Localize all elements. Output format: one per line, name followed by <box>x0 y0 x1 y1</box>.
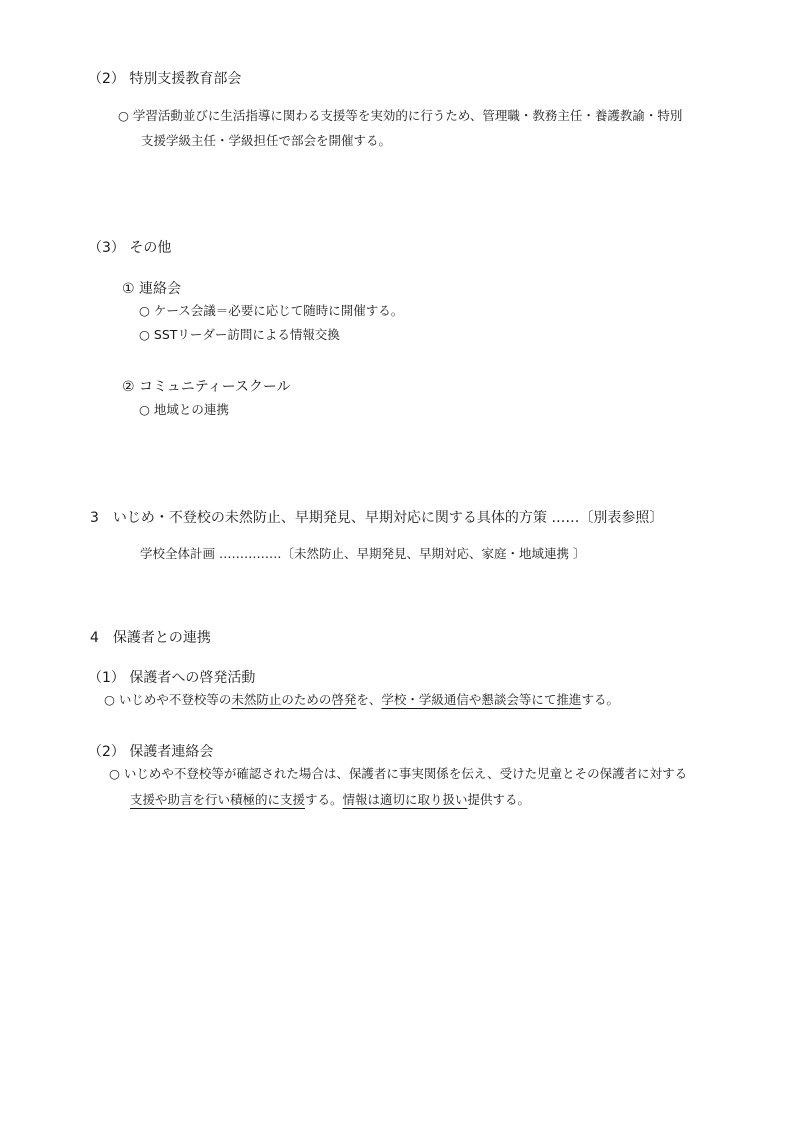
liaison-item-sst-visit: ○ SSTリーダー訪問による情報交換 <box>139 327 340 342</box>
subheading-parent-awareness: （1） 保護者への啓発活動 <box>88 670 256 686</box>
special-support-text-line2: 支援学級主任・学級担任で部会を開催する。 <box>141 133 392 148</box>
parent-liaison-text-line2 <box>130 794 530 807</box>
underlined-text-information: 情報は適切に取り扱い <box>342 792 468 807</box>
subheading-parent-liaison: （2） 保護者連絡会 <box>88 744 214 760</box>
text-segment: する。 <box>305 792 343 807</box>
text-segment: する。 <box>581 692 619 707</box>
community-item-regional-cooperation: ○ 地域との連携 <box>139 402 229 417</box>
section-heading-other: （3） その他 <box>88 240 172 256</box>
underlined-text-prevention: 未然防止のための啓発 <box>231 692 357 707</box>
text-segment: 提供する。 <box>467 792 531 807</box>
text-segment: ○ いじめや不登校等の <box>104 692 232 707</box>
special-support-text-line1: ○ 学習活動並びに生活指導に関わる支援等を実効的に行うため、管理職・教務主任・養護教諭・特別 <box>118 108 683 123</box>
section-heading-special-support: （2） 特別支援教育部会 <box>88 71 242 87</box>
subheading-community-school: ② コミュニティースクール <box>122 379 291 395</box>
parent-liaison-text-line1: ○ いじめや不登校等が確認された場合は、保護者に事実関係を伝え、受けた児童とその保護者に対する <box>109 766 688 781</box>
section-heading-specific-measures: 3 いじめ・不登校の未然防止、早期発見、早期対応に関する具体的方策 ……〔別表参照〕 <box>90 510 664 526</box>
underlined-text-support: 支援や助言を行い積極的に支援 <box>130 792 306 807</box>
subheading-liaison-meeting: ① 連絡会 <box>122 281 182 297</box>
underlined-text-promotion: 学校・学級通信や懇談会等にて推進 <box>381 692 582 707</box>
section-heading-parent-cooperation: 4 保護者との連携 <box>90 630 211 646</box>
school-wide-plan-line: 学校全体計画 ……………〔未然防止、早期発見、早期対応、家庭・地域連携 〕 <box>140 546 586 561</box>
text-segment: を、 <box>356 692 382 707</box>
parent-awareness-text <box>104 694 619 707</box>
liaison-item-case-meeting: ○ ケース会議＝必要に応じて随時に開催する。 <box>139 303 404 318</box>
